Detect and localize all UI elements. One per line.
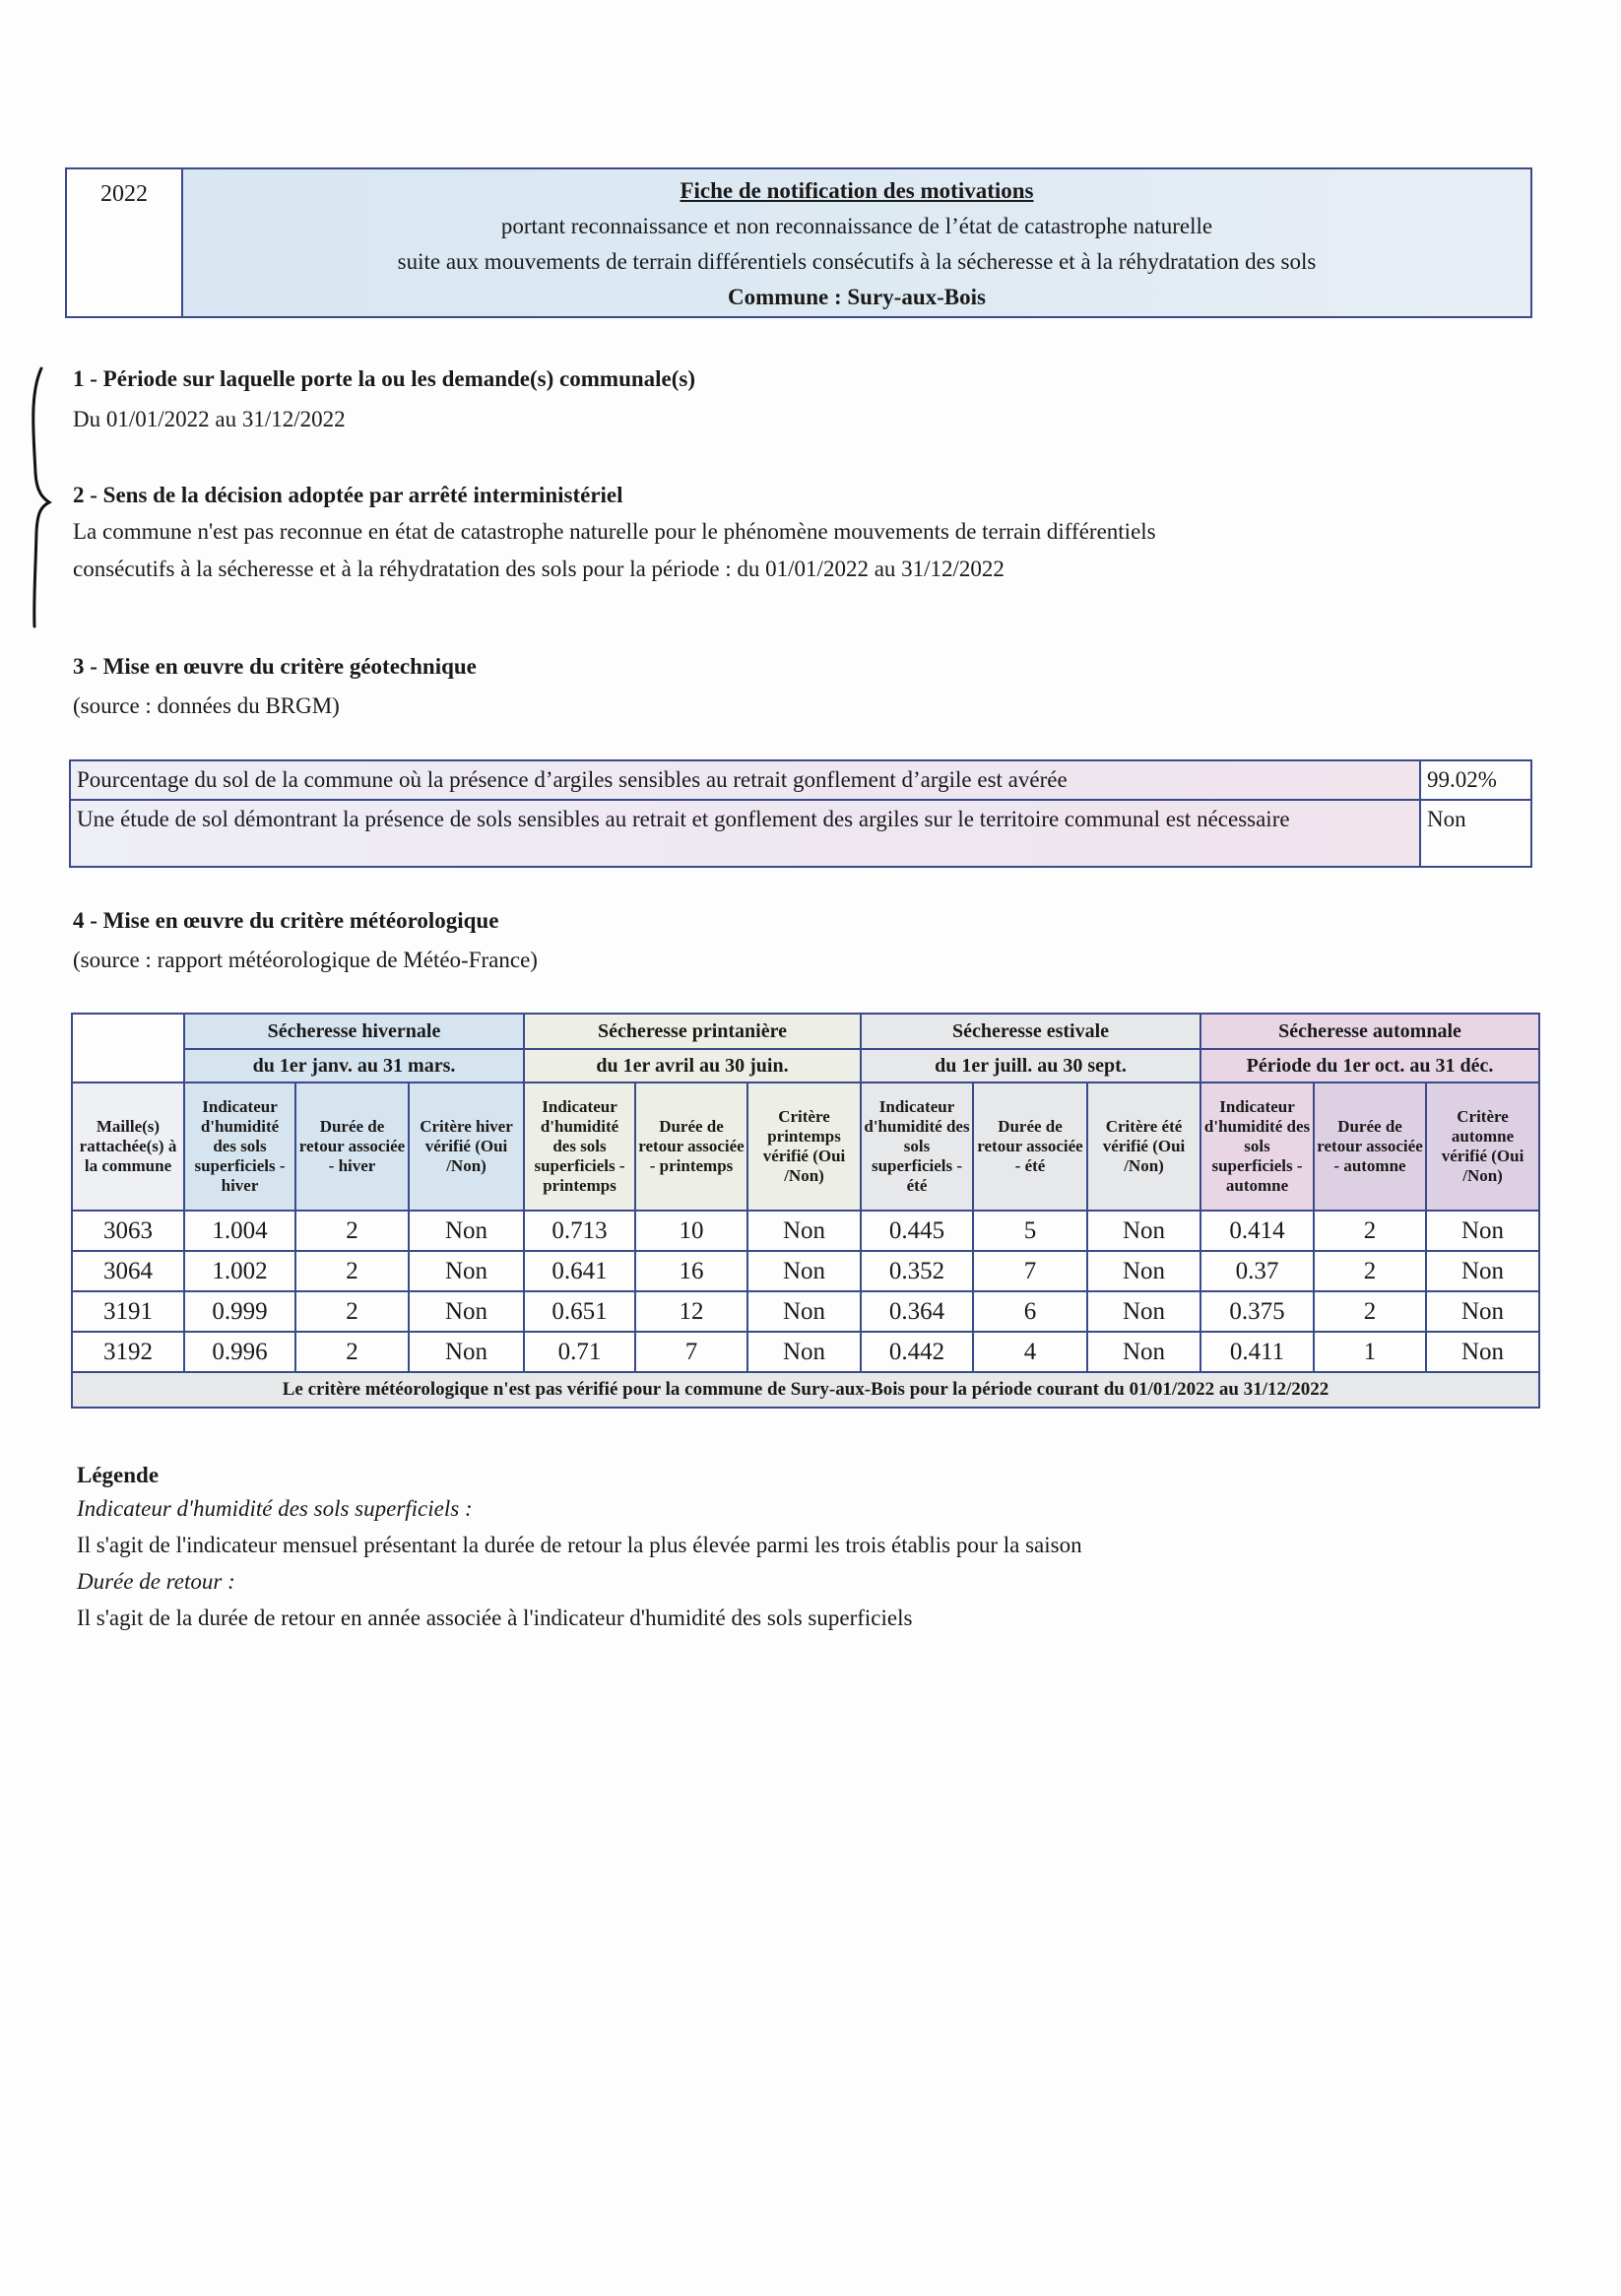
legend-def-return: Il s'agit de la durée de retour en année associée à l'indicateur d'humidité des sols superficiels bbox=[77, 1606, 913, 1630]
section-3-source: (source : données du BRGM) bbox=[73, 693, 340, 718]
table-cell: Non bbox=[1426, 1251, 1539, 1291]
table-cell: Non bbox=[409, 1251, 524, 1291]
table-cell: 2 bbox=[1314, 1251, 1426, 1291]
geo-value-clay-percentage: 99.02% bbox=[1420, 760, 1531, 800]
legend-term-indicator: Indicateur d'humidité des sols superficiels : bbox=[77, 1496, 473, 1521]
table-cell: 10 bbox=[635, 1211, 747, 1251]
geo-label-soil-study: Une étude de sol démontrant la présence de sols sensibles au retrait et gonflement des argiles sur le territoire communal est nécessaire bbox=[70, 800, 1420, 867]
period-spring: du 1er avril au 30 juin. bbox=[524, 1049, 861, 1082]
table-row bbox=[70, 800, 1531, 867]
table-cell: Non bbox=[747, 1332, 861, 1372]
table-cell: 7 bbox=[973, 1251, 1087, 1291]
col-winter-indicator: Indicateur d'humidité des sols superficiels - hiver bbox=[184, 1082, 295, 1211]
col-autumn-return: Durée de retour associée - automne bbox=[1314, 1082, 1426, 1211]
geotechnical-table bbox=[69, 759, 1532, 868]
table-cell: 7 bbox=[635, 1332, 747, 1372]
maille-id-cell: 3063 bbox=[72, 1211, 184, 1251]
table-cell: Non bbox=[747, 1291, 861, 1332]
table-cell: 0.445 bbox=[861, 1211, 973, 1251]
section-4-source: (source : rapport météorologique de Météo-France) bbox=[73, 948, 538, 972]
conclusion-row bbox=[72, 1372, 1539, 1408]
header-box bbox=[65, 167, 1532, 318]
legend-title: Légende bbox=[77, 1463, 160, 1487]
geo-value-soil-study: Non bbox=[1420, 800, 1531, 867]
maille-id-cell: 3192 bbox=[72, 1332, 184, 1372]
table-cell: 2 bbox=[1314, 1211, 1426, 1251]
table-row bbox=[72, 1291, 1539, 1332]
col-autumn-indicator: Indicateur d'humidité des sols superficiels - automne bbox=[1200, 1082, 1314, 1211]
corner-cell bbox=[72, 1014, 184, 1082]
geo-label-clay-percentage: Pourcentage du sol de la commune où la présence d’argiles sensibles au retrait gonflement d’argile est avérée bbox=[70, 760, 1420, 800]
section-3-title: 3 - Mise en œuvre du critère géotechnique bbox=[73, 654, 477, 679]
table-cell: 0.442 bbox=[861, 1332, 973, 1372]
meteorological-table bbox=[71, 1013, 1540, 1409]
table-cell: Non bbox=[409, 1211, 524, 1251]
table-cell: 4 bbox=[973, 1332, 1087, 1372]
header-subtitle-2: suite aux mouvements de terrain différentiels consécutifs à la sécheresse et à la réhydratation des sols bbox=[397, 249, 1317, 274]
col-maille: Maille(s) rattachée(s) à la commune bbox=[72, 1082, 184, 1211]
table-cell: Non bbox=[1087, 1211, 1200, 1251]
section-2-title: 2 - Sens de la décision adoptée par arrêté interministériel bbox=[73, 483, 623, 507]
legend-term-return: Durée de retour : bbox=[77, 1569, 235, 1594]
table-cell: 12 bbox=[635, 1291, 747, 1332]
table-cell: 0.375 bbox=[1200, 1291, 1314, 1332]
section-2-line-2: consécutifs à la sécheresse et à la réhydratation des sols pour la période : du 01/01/2022 au 31/12/2022 bbox=[73, 557, 1005, 581]
table-cell: 6 bbox=[973, 1291, 1087, 1332]
table-cell: 0.411 bbox=[1200, 1332, 1314, 1372]
table-cell: Non bbox=[409, 1291, 524, 1332]
table-cell: 5 bbox=[973, 1211, 1087, 1251]
col-spring-return: Durée de retour associée - printemps bbox=[635, 1082, 747, 1211]
table-cell: 0.71 bbox=[524, 1332, 635, 1372]
table-cell: Non bbox=[1087, 1332, 1200, 1372]
table-cell: Non bbox=[1426, 1211, 1539, 1251]
table-cell: Non bbox=[747, 1211, 861, 1251]
table-row bbox=[72, 1332, 1539, 1372]
table-cell: 0.996 bbox=[184, 1332, 295, 1372]
document-title: Fiche de notification des motivations bbox=[680, 178, 1034, 203]
table-cell: 1 bbox=[1314, 1332, 1426, 1372]
table-cell: 0.999 bbox=[184, 1291, 295, 1332]
col-summer-criterion: Critère été vérifié (Oui /Non) bbox=[1087, 1082, 1200, 1211]
col-summer-return: Durée de retour associée - été bbox=[973, 1082, 1087, 1211]
season-spring: Sécheresse printanière bbox=[524, 1014, 861, 1049]
col-winter-return: Durée de retour associée - hiver bbox=[295, 1082, 409, 1211]
table-cell: Non bbox=[1087, 1251, 1200, 1291]
table-cell: 0.414 bbox=[1200, 1211, 1314, 1251]
header-subtitle-1: portant reconnaissance et non reconnaissance de l’état de catastrophe naturelle bbox=[500, 214, 1213, 238]
table-cell: 0.352 bbox=[861, 1251, 973, 1291]
table-cell: 0.651 bbox=[524, 1291, 635, 1332]
period-header-row bbox=[72, 1049, 1539, 1082]
table-row bbox=[72, 1251, 1539, 1291]
legend-def-indicator: Il s'agit de l'indicateur mensuel présentant la durée de retour la plus élevée parmi les trois établis pour la saison bbox=[77, 1533, 1082, 1557]
period-autumn: Période du 1er oct. au 31 déc. bbox=[1200, 1049, 1539, 1082]
table-cell: 0.713 bbox=[524, 1211, 635, 1251]
season-autumn: Sécheresse automnale bbox=[1200, 1014, 1539, 1049]
period-winter: du 1er janv. au 31 mars. bbox=[184, 1049, 524, 1082]
header-year: 2022 bbox=[67, 169, 183, 316]
table-cell: 2 bbox=[295, 1211, 409, 1251]
table-cell: 2 bbox=[295, 1291, 409, 1332]
table-cell: 1.002 bbox=[184, 1251, 295, 1291]
table-cell: 0.37 bbox=[1200, 1251, 1314, 1291]
period-summer: du 1er juill. au 30 sept. bbox=[861, 1049, 1200, 1082]
commune-name: Commune : Sury-aux-Bois bbox=[728, 285, 986, 309]
handwritten-bracket-mark bbox=[22, 364, 61, 630]
season-summer: Sécheresse estivale bbox=[861, 1014, 1200, 1049]
header-main bbox=[183, 169, 1530, 316]
table-cell: Non bbox=[747, 1251, 861, 1291]
table-cell: 0.641 bbox=[524, 1251, 635, 1291]
table-cell: 1.004 bbox=[184, 1211, 295, 1251]
col-autumn-criterion: Critère automne vérifié (Oui /Non) bbox=[1426, 1082, 1539, 1211]
table-row bbox=[72, 1211, 1539, 1251]
table-cell: Non bbox=[1426, 1291, 1539, 1332]
table-cell: 2 bbox=[295, 1251, 409, 1291]
section-4-title: 4 - Mise en œuvre du critère météorologique bbox=[73, 908, 499, 933]
col-spring-criterion: Critère printemps vérifié (Oui /Non) bbox=[747, 1082, 861, 1211]
section-1-title: 1 - Période sur laquelle porte la ou les demande(s) communale(s) bbox=[73, 366, 696, 391]
section-2-line-1: La commune n'est pas reconnue en état de catastrophe naturelle pour le phénomène mouvements de terrain différentiels bbox=[73, 519, 1156, 544]
maille-id-cell: 3064 bbox=[72, 1251, 184, 1291]
season-header-row bbox=[72, 1014, 1539, 1049]
col-summer-indicator: Indicateur d'humidité des sols superficiels - été bbox=[861, 1082, 973, 1211]
col-spring-indicator: Indicateur d'humidité des sols superficiels - printemps bbox=[524, 1082, 635, 1211]
section-1-text: Du 01/01/2022 au 31/12/2022 bbox=[73, 407, 346, 431]
table-cell: Non bbox=[1426, 1332, 1539, 1372]
table-cell: 2 bbox=[1314, 1291, 1426, 1332]
table-row bbox=[70, 760, 1531, 800]
season-winter: Sécheresse hivernale bbox=[184, 1014, 524, 1049]
table-cell: Non bbox=[1087, 1291, 1200, 1332]
table-cell: 0.364 bbox=[861, 1291, 973, 1332]
maille-id-cell: 3191 bbox=[72, 1291, 184, 1332]
column-header-row bbox=[72, 1082, 1539, 1211]
table-cell: Non bbox=[409, 1332, 524, 1372]
col-winter-criterion: Critère hiver vérifié (Oui /Non) bbox=[409, 1082, 524, 1211]
table-cell: 16 bbox=[635, 1251, 747, 1291]
table-cell: 2 bbox=[295, 1332, 409, 1372]
meteo-data-body bbox=[72, 1211, 1539, 1372]
meteo-conclusion: Le critère météorologique n'est pas vérifié pour la commune de Sury-aux-Bois pour la période courant du 01/01/2022 au 31/12/2022 bbox=[72, 1372, 1539, 1408]
